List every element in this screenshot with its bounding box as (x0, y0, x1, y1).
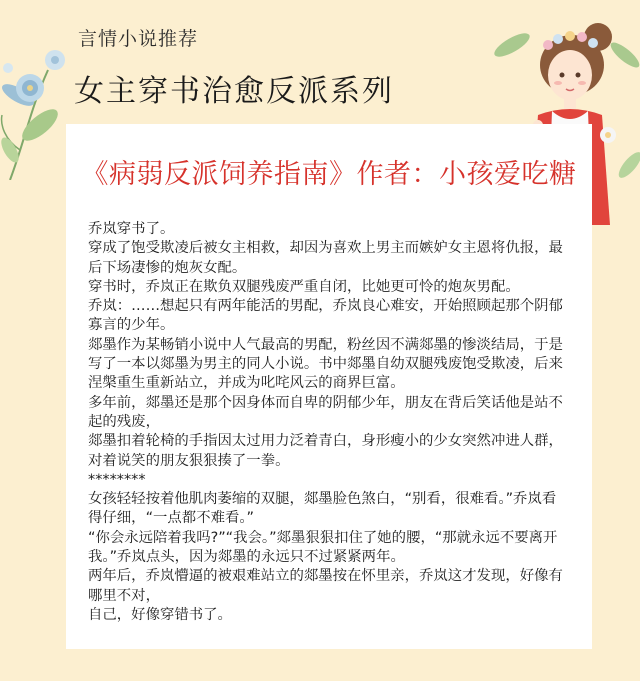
book-title: 《病弱反派饲养指南》作者：小孩爱吃糖 (81, 159, 577, 190)
synopsis-paragraph: 乔岚穿书了。 (88, 221, 175, 237)
book-synopsis (88, 220, 566, 625)
synopsis-paragraph: “你会永远陪着我吗?”“我会。”郯墨狠狠扣住了她的腰，“那就永远不要离开我。”乔岚点头，因为郯墨的永远只不过紧紧两年。 (88, 529, 558, 566)
synopsis-paragraph: 郯墨作为某畅销小说中人气最高的男配，粉丝因不满郯墨的惨淡结局，于是写了一本以郯墨为男主的同人小说。书中郯墨自幼双腿残废饱受欺凌，后来涅槃重生重新站立，并成为叱咤风云的商界巨富。 (88, 336, 563, 392)
header-subtitle: 言情小说推荐 (78, 28, 199, 50)
synopsis-paragraph: 多年前，郯墨还是那个因身体而自卑的阴郁少年，朋友在背后笑话他是站不起的残废， (88, 394, 563, 430)
synopsis-paragraph: 自己，好像穿错书了。 (88, 606, 232, 623)
synopsis-paragraph: 穿成了饱受欺凌后被女主相救，却因为喜欢上男主而嫉妒女主恩将仇报，最后下场凄惨的炮灰女配。 (88, 240, 563, 276)
synopsis-paragraph: 郯墨扣着轮椅的手指因太过用力泛着青白，身形瘦小的少女突然冲进人群，对着说笑的朋友狠狠揍了一拳。 (88, 433, 563, 469)
book-card (66, 124, 592, 649)
synopsis-paragraph: 穿书时，乔岚正在欺负双腿残废严重自闭，比她更可怜的炮灰男配。 (88, 278, 520, 295)
synopsis-paragraph: 乔岚：……想起只有两年能活的男配，乔岚良心难安，开始照顾起那个阴郁寡言的少年。 (88, 298, 563, 334)
section-separator: ******** (88, 471, 146, 488)
floral-decoration-left-icon (0, 30, 70, 180)
header-title: 女主穿书治愈反派系列 (74, 74, 394, 109)
synopsis-paragraph: 女孩轻轻按着他肌肉萎缩的双腿，郯墨脸色煞白，“别看，很难看。”乔岚看得仔细，“一点都不难看。” (88, 491, 557, 527)
synopsis-paragraph: 两年后，乔岚懵逼的被艰难站立的郯墨按在怀里亲，乔岚这才发现，好像有哪里不对， (88, 568, 563, 604)
